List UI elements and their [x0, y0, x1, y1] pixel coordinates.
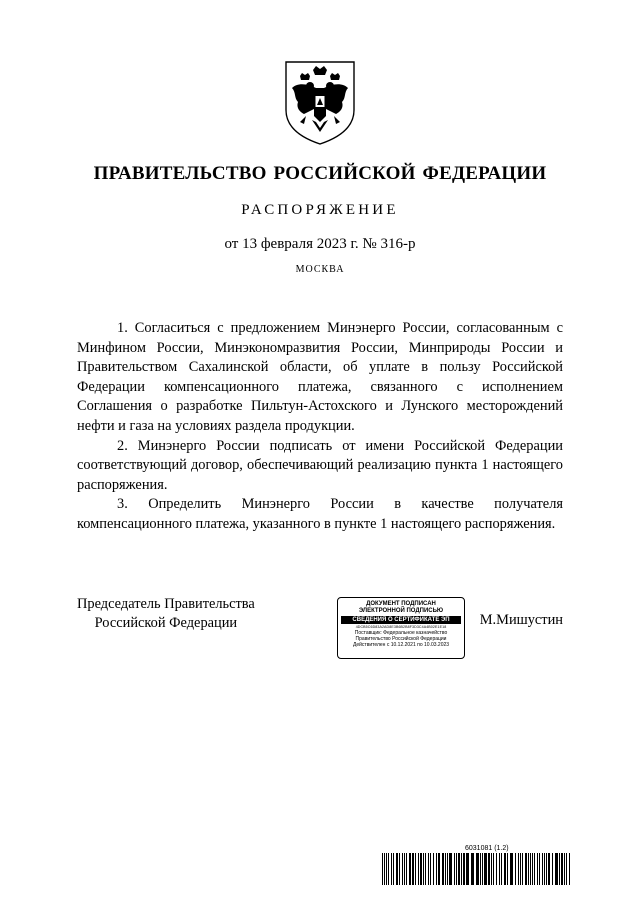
barcode-id: 6031081 (1.2) — [465, 845, 509, 852]
coat-of-arms-icon — [282, 58, 358, 146]
stamp-issuer: Поставщик: Федеральное казначейство — [354, 630, 448, 636]
barcode-icon — [382, 853, 570, 885]
paragraph-1: 1. Согласиться с предложением Минэнерго России, согласованным с Минфином России, Минэкономразвития России, Минприроды России и Правительством Сахалинской области, об уплате в пользу Российской Федерации компенсационного платежа, связанного с исполнением Соглашения о разработке Пильтун-Астохского и Лунского месторождений нефти и газа на условиях раздела продукции. — [77, 320, 563, 434]
paragraph-2: 2. Минэнерго России подписать от имени Российской Федерации соответствующий договор, обеспечивающий реализацию пункта 1 настоящего распоряжения. — [77, 437, 563, 493]
stamp-serial: 4DCB5C6D83A2AD8E3B6B2B8F3D3C4A4B02E1E18 — [355, 625, 447, 629]
document-type: РАСПОРЯЖЕНИЕ — [241, 202, 399, 218]
signer-position — [77, 595, 255, 633]
electronic-signature-stamp — [337, 597, 465, 659]
document-city: МОСКВА — [295, 264, 345, 275]
document-date-number: от 13 февраля 2023 г. № 316-р — [224, 236, 416, 252]
page-title: ПРАВИТЕЛЬСТВО РОССИЙСКОЙ ФЕДЕРАЦИИ — [93, 163, 547, 184]
signer-name: М.Мишустин — [479, 612, 563, 628]
stamp-validity: Действителен с 10.12.2021 по 10.03.2023 — [352, 642, 450, 648]
stamp-certificate-header: СВЕДЕНИЯ О СЕРТИФИКАТЕ ЭП — [341, 616, 461, 624]
signer-position-line-2: Российской Федерации — [94, 615, 238, 631]
signer-position-line-1: Председатель Правительства — [77, 596, 255, 612]
stamp-line-1: ДОКУМЕНТ ПОДПИСАН — [366, 601, 436, 607]
document-body — [77, 319, 563, 535]
stamp-owner: Правительство Российской Федерации — [355, 636, 447, 642]
stamp-line-2: ЭЛЕКТРОННОЙ ПОДПИСЬЮ — [358, 608, 444, 614]
paragraph-3: 3. Определить Минэнерго России в качестве получателя компенсационного платежа, указанного в пункте 1 настоящего распоряжения. — [77, 496, 563, 532]
